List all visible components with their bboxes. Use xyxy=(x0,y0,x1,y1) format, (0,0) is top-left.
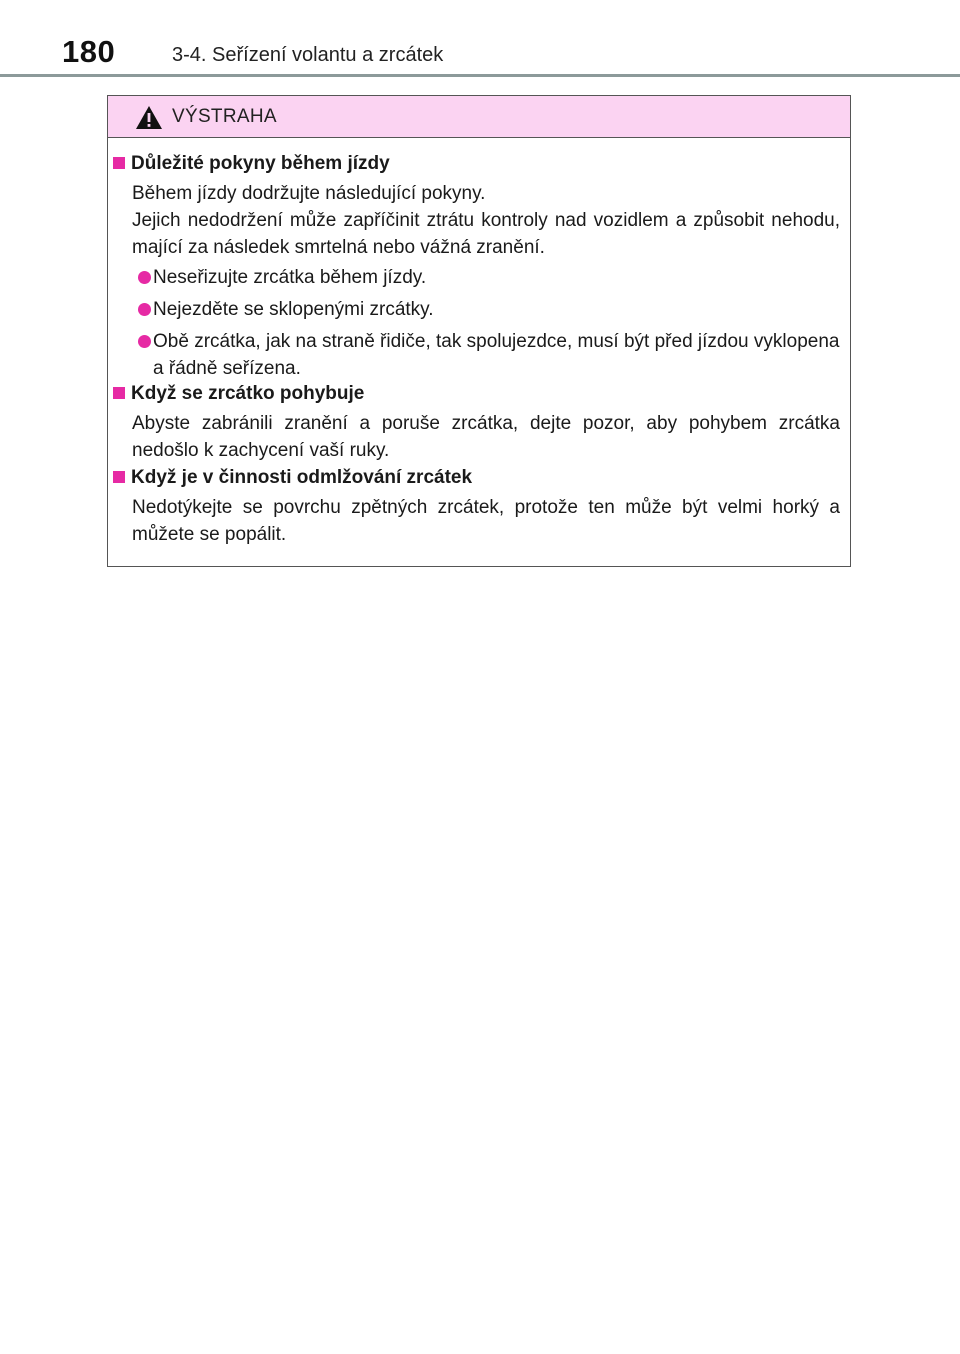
square-bullet-icon xyxy=(113,387,125,399)
bullet-item xyxy=(138,264,840,291)
page-header xyxy=(0,0,960,80)
warning-box xyxy=(107,95,851,567)
section-heading-driving xyxy=(113,153,390,175)
section-title: 3-4. Seřízení volantu a zrcátek xyxy=(172,44,444,66)
warning-triangle-icon xyxy=(135,105,163,130)
section-heading-text: Když se zrcátko pohybuje xyxy=(131,383,365,404)
section-heading-text: Když je v činnosti odmlžování zrcátek xyxy=(131,467,473,488)
paragraph: Jejich nedodržení může zapříčinit ztrátu kontroly nad vozidlem a způsobit nehodu, mající za následek smrtelná nebo vážná zranění. xyxy=(132,210,840,258)
round-bullet-icon xyxy=(138,335,151,348)
paragraph: Nedotýkejte se povrchu zpětných zrcátek, protože ten může být velmi horký a můžete se popálit. xyxy=(132,497,840,545)
bullet-text: Obě zrcátka, jak na straně řidiče, tak spolujezdce, musí být před jízdou vyklopena a řádně seřízena. xyxy=(153,331,840,379)
square-bullet-icon xyxy=(113,157,125,169)
paragraph: Abyste zabránili zranění a poruše zrcátka, dejte pozor, aby pohybem zrcátka nedošlo k zachycení vaší ruky. xyxy=(132,413,840,461)
section-heading-mirror-moving xyxy=(113,383,364,405)
warning-header xyxy=(108,96,850,138)
warning-title: VÝSTRAHA xyxy=(172,106,277,127)
header-rule xyxy=(0,74,960,77)
bullet-text: Nejezděte se sklopenými zrcátky. xyxy=(153,299,434,320)
bullet-item xyxy=(138,328,840,382)
square-bullet-icon xyxy=(113,471,125,483)
round-bullet-icon xyxy=(138,271,151,284)
page-number: 180 xyxy=(62,34,116,69)
paragraph: Během jízdy dodržujte následující pokyny. xyxy=(132,183,486,204)
section-heading-text: Důležité pokyny během jízdy xyxy=(131,153,390,174)
round-bullet-icon xyxy=(138,303,151,316)
bullet-text: Neseřizujte zrcátka během jízdy. xyxy=(153,267,427,288)
bullet-item xyxy=(138,296,840,323)
section-heading-defogger xyxy=(113,467,472,489)
